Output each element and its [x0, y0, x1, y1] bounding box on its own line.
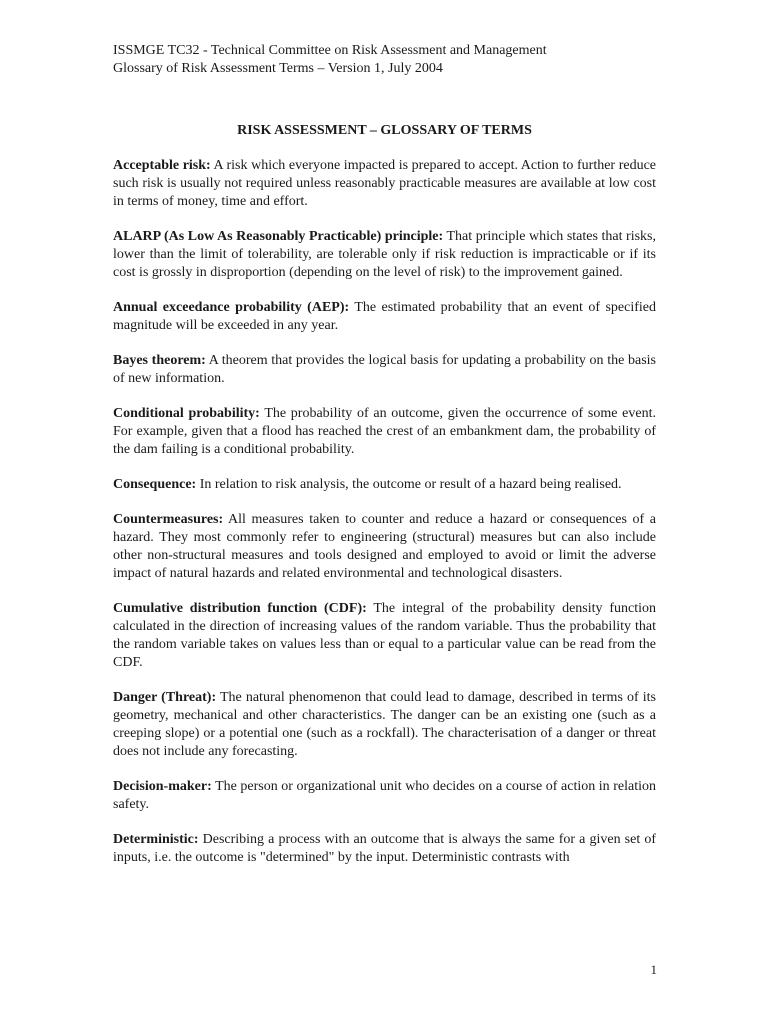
glossary-definition: The integral of the probability density function calculated in the direction of increasing values of the random variable. Thus the probability that the random variable takes on values less than or equal to a particular value can be read from the CDF. [113, 601, 656, 670]
glossary-definition: Describing a process with an outcome that is always the same for a given set of inputs, i.e. the outcome is "determined" by the input. Deterministic contrasts with [113, 832, 656, 865]
glossary-definition: The estimated probability that an event of specified magnitude will be exceeded in any year. [113, 300, 656, 333]
page-number: 1 [650, 962, 657, 977]
page-title: RISK ASSESSMENT – GLOSSARY OF TERMS [237, 123, 532, 138]
glossary-entry-alarp [113, 228, 656, 282]
glossary-term: Deterministic: [113, 832, 199, 847]
glossary-entry-consequence [113, 476, 656, 494]
glossary-entry-countermeasures [113, 511, 656, 583]
header-committee-line: ISSMGE TC32 - Technical Committee on Risk Assessment and Management [113, 43, 547, 58]
glossary-entry-deterministic [113, 831, 656, 867]
glossary-entry-aep [113, 299, 656, 335]
glossary-term: Consequence: [113, 477, 197, 492]
glossary-term: Acceptable risk: [113, 158, 211, 173]
glossary-term: Cumulative distribution function (CDF): [113, 601, 367, 616]
glossary-definition: A risk which everyone impacted is prepared to accept. Action to further reduce such risk is usually not required unless reasonably practicable measures are available at low cost in terms of money, time and effort. [113, 158, 656, 209]
header-version-line: Glossary of Risk Assessment Terms – Version 1, July 2004 [113, 61, 443, 76]
glossary-term: ALARP (As Low As Reasonably Practicable) principle: [113, 229, 444, 244]
glossary-entry-danger-threat [113, 689, 656, 761]
glossary-definition: All measures taken to counter and reduce a hazard or consequences of a hazard. They most commonly refer to engineering (structural) measures but can also include other non-structural measures and tools designed and employed to avoid or limit the adverse impact of natural hazards and related environmental and technological disasters. [113, 512, 656, 581]
glossary-definition: The probability of an outcome, given the occurrence of some event. For example, given that a flood has reached the crest of an embankment dam, the probability of the dam failing is a conditional probability. [113, 406, 656, 457]
glossary-entry-acceptable-risk [113, 157, 656, 211]
glossary-entry-decision-maker [113, 778, 656, 814]
glossary-definition: The natural phenomenon that could lead to damage, described in terms of its geometry, mechanical and other characteristics. The danger can be an existing one (such as a creeping slope) or a potential one (such as a rockfall). The characterisation of a danger or threat does not include any forecasting. [113, 690, 656, 759]
glossary-term: Countermeasures: [113, 512, 224, 527]
glossary-term: Conditional probability: [113, 406, 260, 421]
glossary-body [113, 157, 656, 884]
glossary-definition: That principle which states that risks, lower than the limit of tolerability, are tolerable only if risk reduction is impracticable or if its cost is grossly in disproportion (depending on the level of risk) to the improvement gained. [113, 229, 656, 280]
glossary-entry-conditional-probability [113, 405, 656, 459]
document-header [113, 42, 673, 78]
glossary-entry-bayes-theorem [113, 352, 656, 388]
glossary-definition: In relation to risk analysis, the outcome or result of a hazard being realised. [196, 477, 622, 492]
glossary-definition: The person or organizational unit who decides on a course of action in relation safety. [113, 779, 656, 812]
glossary-term: Danger (Threat): [113, 690, 217, 705]
glossary-definition: A theorem that provides the logical basis for updating a probability on the basis of new information. [113, 353, 656, 386]
glossary-term: Annual exceedance probability (AEP): [113, 300, 350, 315]
glossary-term: Bayes theorem: [113, 353, 206, 368]
glossary-term: Decision-maker: [113, 779, 212, 794]
glossary-entry-cdf [113, 600, 656, 672]
